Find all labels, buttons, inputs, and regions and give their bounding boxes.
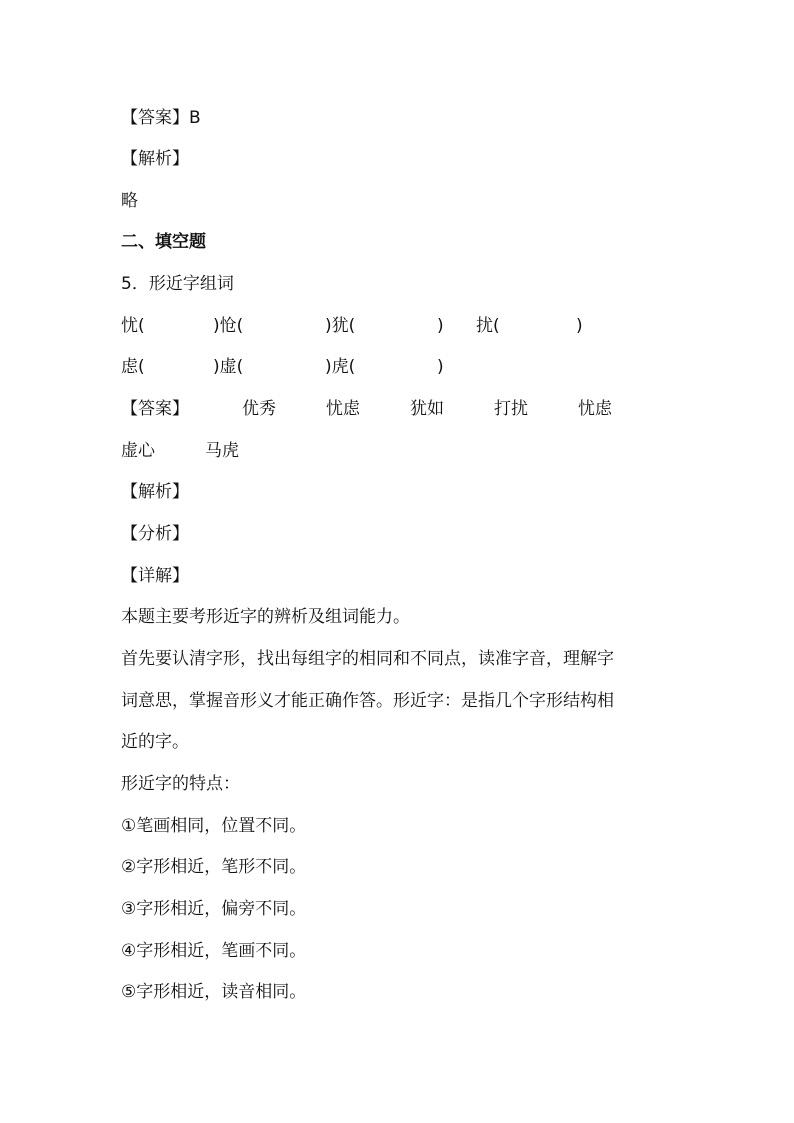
q5-row2-seg: )	[437, 357, 444, 377]
q5-answer-word: 忧虑	[578, 399, 612, 419]
section-title: 二、填空题	[121, 232, 206, 252]
q4-answer-value: B	[189, 108, 201, 128]
q5-answer-word: 犹如	[410, 399, 444, 419]
detail-line: 近的字。	[121, 732, 189, 752]
q4-answer-label: 【答案】	[121, 108, 189, 128]
detail-line: ④字形相近，笔画不同。	[121, 941, 307, 961]
detail-line: 本题主要考形近字的辨析及组词能力。	[121, 607, 410, 627]
detail-line: ①笔画相同，位置不同。	[121, 816, 307, 836]
detail-line: 首先要认清字形，找出每组字的相同和不同点，读准字音，理解字	[121, 649, 614, 669]
q5-row1-seg: 扰(	[476, 316, 500, 336]
q5-row1-seg: )	[576, 316, 583, 336]
q5-answer-word: 马虎	[205, 441, 239, 461]
detail-line: ②字形相近，笔形不同。	[121, 857, 307, 877]
q5-row2-seg: )虚(	[213, 357, 244, 377]
q5-answer-word: 虚心	[121, 441, 155, 461]
q4-analysis-text: 略	[121, 191, 138, 211]
q5-answer-word: 打扰	[494, 399, 528, 419]
detail-line: 形近字的特点：	[121, 774, 240, 794]
q5-answer-word: 忧虑	[326, 399, 360, 419]
detail-line: 词意思，掌握音形义才能正确作答。形近字：是指几个字形结构相	[121, 691, 614, 711]
q5-row1-seg: )怆(	[213, 316, 244, 336]
q5-detail-label: 【详解】	[121, 566, 189, 586]
q5-answer-label: 【答案】	[121, 399, 189, 419]
q5-answer-word: 优秀	[242, 399, 276, 419]
detail-line: ⑤字形相近，读音相同。	[121, 982, 307, 1002]
q5-row1-seg: 忧(	[121, 316, 145, 336]
q4-analysis-label: 【解析】	[121, 149, 189, 169]
q5-row2-seg: 虑(	[121, 357, 145, 377]
q5-analysis-label: 【解析】	[121, 482, 189, 502]
q4-answer-line	[121, 107, 201, 129]
q5-row1-seg: )犹(	[325, 316, 356, 336]
detail-line: ③字形相近，偏旁不同。	[121, 899, 307, 919]
q5-fenxi-label: 【分析】	[121, 524, 189, 544]
q5-title: 5．形近字组词	[121, 274, 234, 294]
q5-row2-seg: )虎(	[325, 357, 356, 377]
q5-row1-seg: )	[437, 316, 444, 336]
